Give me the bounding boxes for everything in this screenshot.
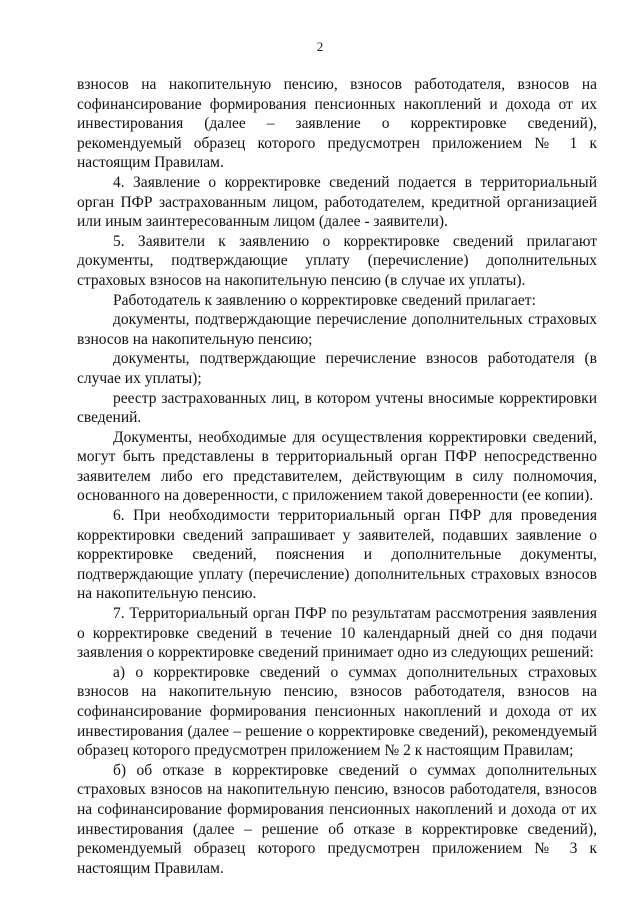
- paragraph-employer-attachments: Работодатель к заявлению о корректировке сведений прилагает:: [113, 291, 536, 309]
- document-body: [77, 75, 597, 878]
- list-item-documents-employer: документы, подтверждающие перечисление взносов работодателя (в случае их уплаты);: [77, 350, 597, 387]
- page-number: 2: [316, 39, 324, 54]
- paragraph-item-4: 4. Заявление о корректировке сведений подается в территориальный орган ПФР застрахованным лицом, работодателем, кредитной организацией или иным заинтересованным лицом (далее - заявители).: [77, 173, 597, 231]
- paragraph-continuation: взносов на накопительную пенсию, взносов работодателя, взносов на софинансирование формирования пенсионных накоплений и дохода от их инвестирования (далее – заявление о корректировке сведений), рекомендуемый образец которого предусмотрен приложением № 1 к настоящим Правилам.: [77, 76, 597, 172]
- paragraph-item-7: 7. Территориальный орган ПФР по результатам рассмотрения заявления о корректировке сведений в течение 10 календарный дней со дня подачи заявления о корректировке сведений принимает одно из следующих решений:: [77, 605, 597, 662]
- paragraph-submission: Документы, необходимые для осуществления корректировки сведений, могут быть представлены в территориальный орган ПФР непосредственно заявителем либо его представителем, действующим в силу полномочия, основанного на доверенности, с приложением такой доверенности (ее копии).: [77, 428, 597, 505]
- paragraph-decision-b: б) об отказе в корректировке сведений о суммах дополнительных страховых взносов на накопительную пенсию, взносов работодателя, взносов на софинансирование формирования пенсионных накоплений и дохода от их инвестирования (далее – решение об отказе в корректировке сведений), рекомендуемый образец которого предусмотрен приложением № 3 к настоящим Правилам.: [77, 761, 597, 877]
- paragraph-item-5: 5. Заявители к заявлению о корректировке сведений прилагают документы, подтверждающие уплату (перечисление) дополнительных страховых взносов на накопительную пенсию (в случае их уплаты).: [77, 232, 597, 289]
- paragraph-item-6: 6. При необходимости территориальный орган ПФР для проведения корректировки сведений запрашивает у заявителей, подавших заявление о корректировке сведений, пояснения и дополнительные документы, подтверждающие уплату (перечисление) дополнительных страховых взносов на накопительную пенсию.: [77, 507, 597, 603]
- paragraph-decision-a: а) о корректировке сведений о суммах дополнительных страховых взносов на накопительную пенсию, взносов работодателя, взносов на софинансирование формирования пенсионных накоплений и дохода от их инвестирования (далее – решение о корректировке сведений), рекомендуемый образец которого предусмотрен приложением № 2 к настоящим Правилам;: [77, 663, 597, 760]
- list-item-documents-additional: документы, подтверждающие перечисление дополнительных страховых взносов на накопительную пенсию;: [77, 311, 597, 348]
- list-item-registry: реестр застрахованных лиц, в котором учтены вносимые корректировки сведений.: [77, 389, 597, 427]
